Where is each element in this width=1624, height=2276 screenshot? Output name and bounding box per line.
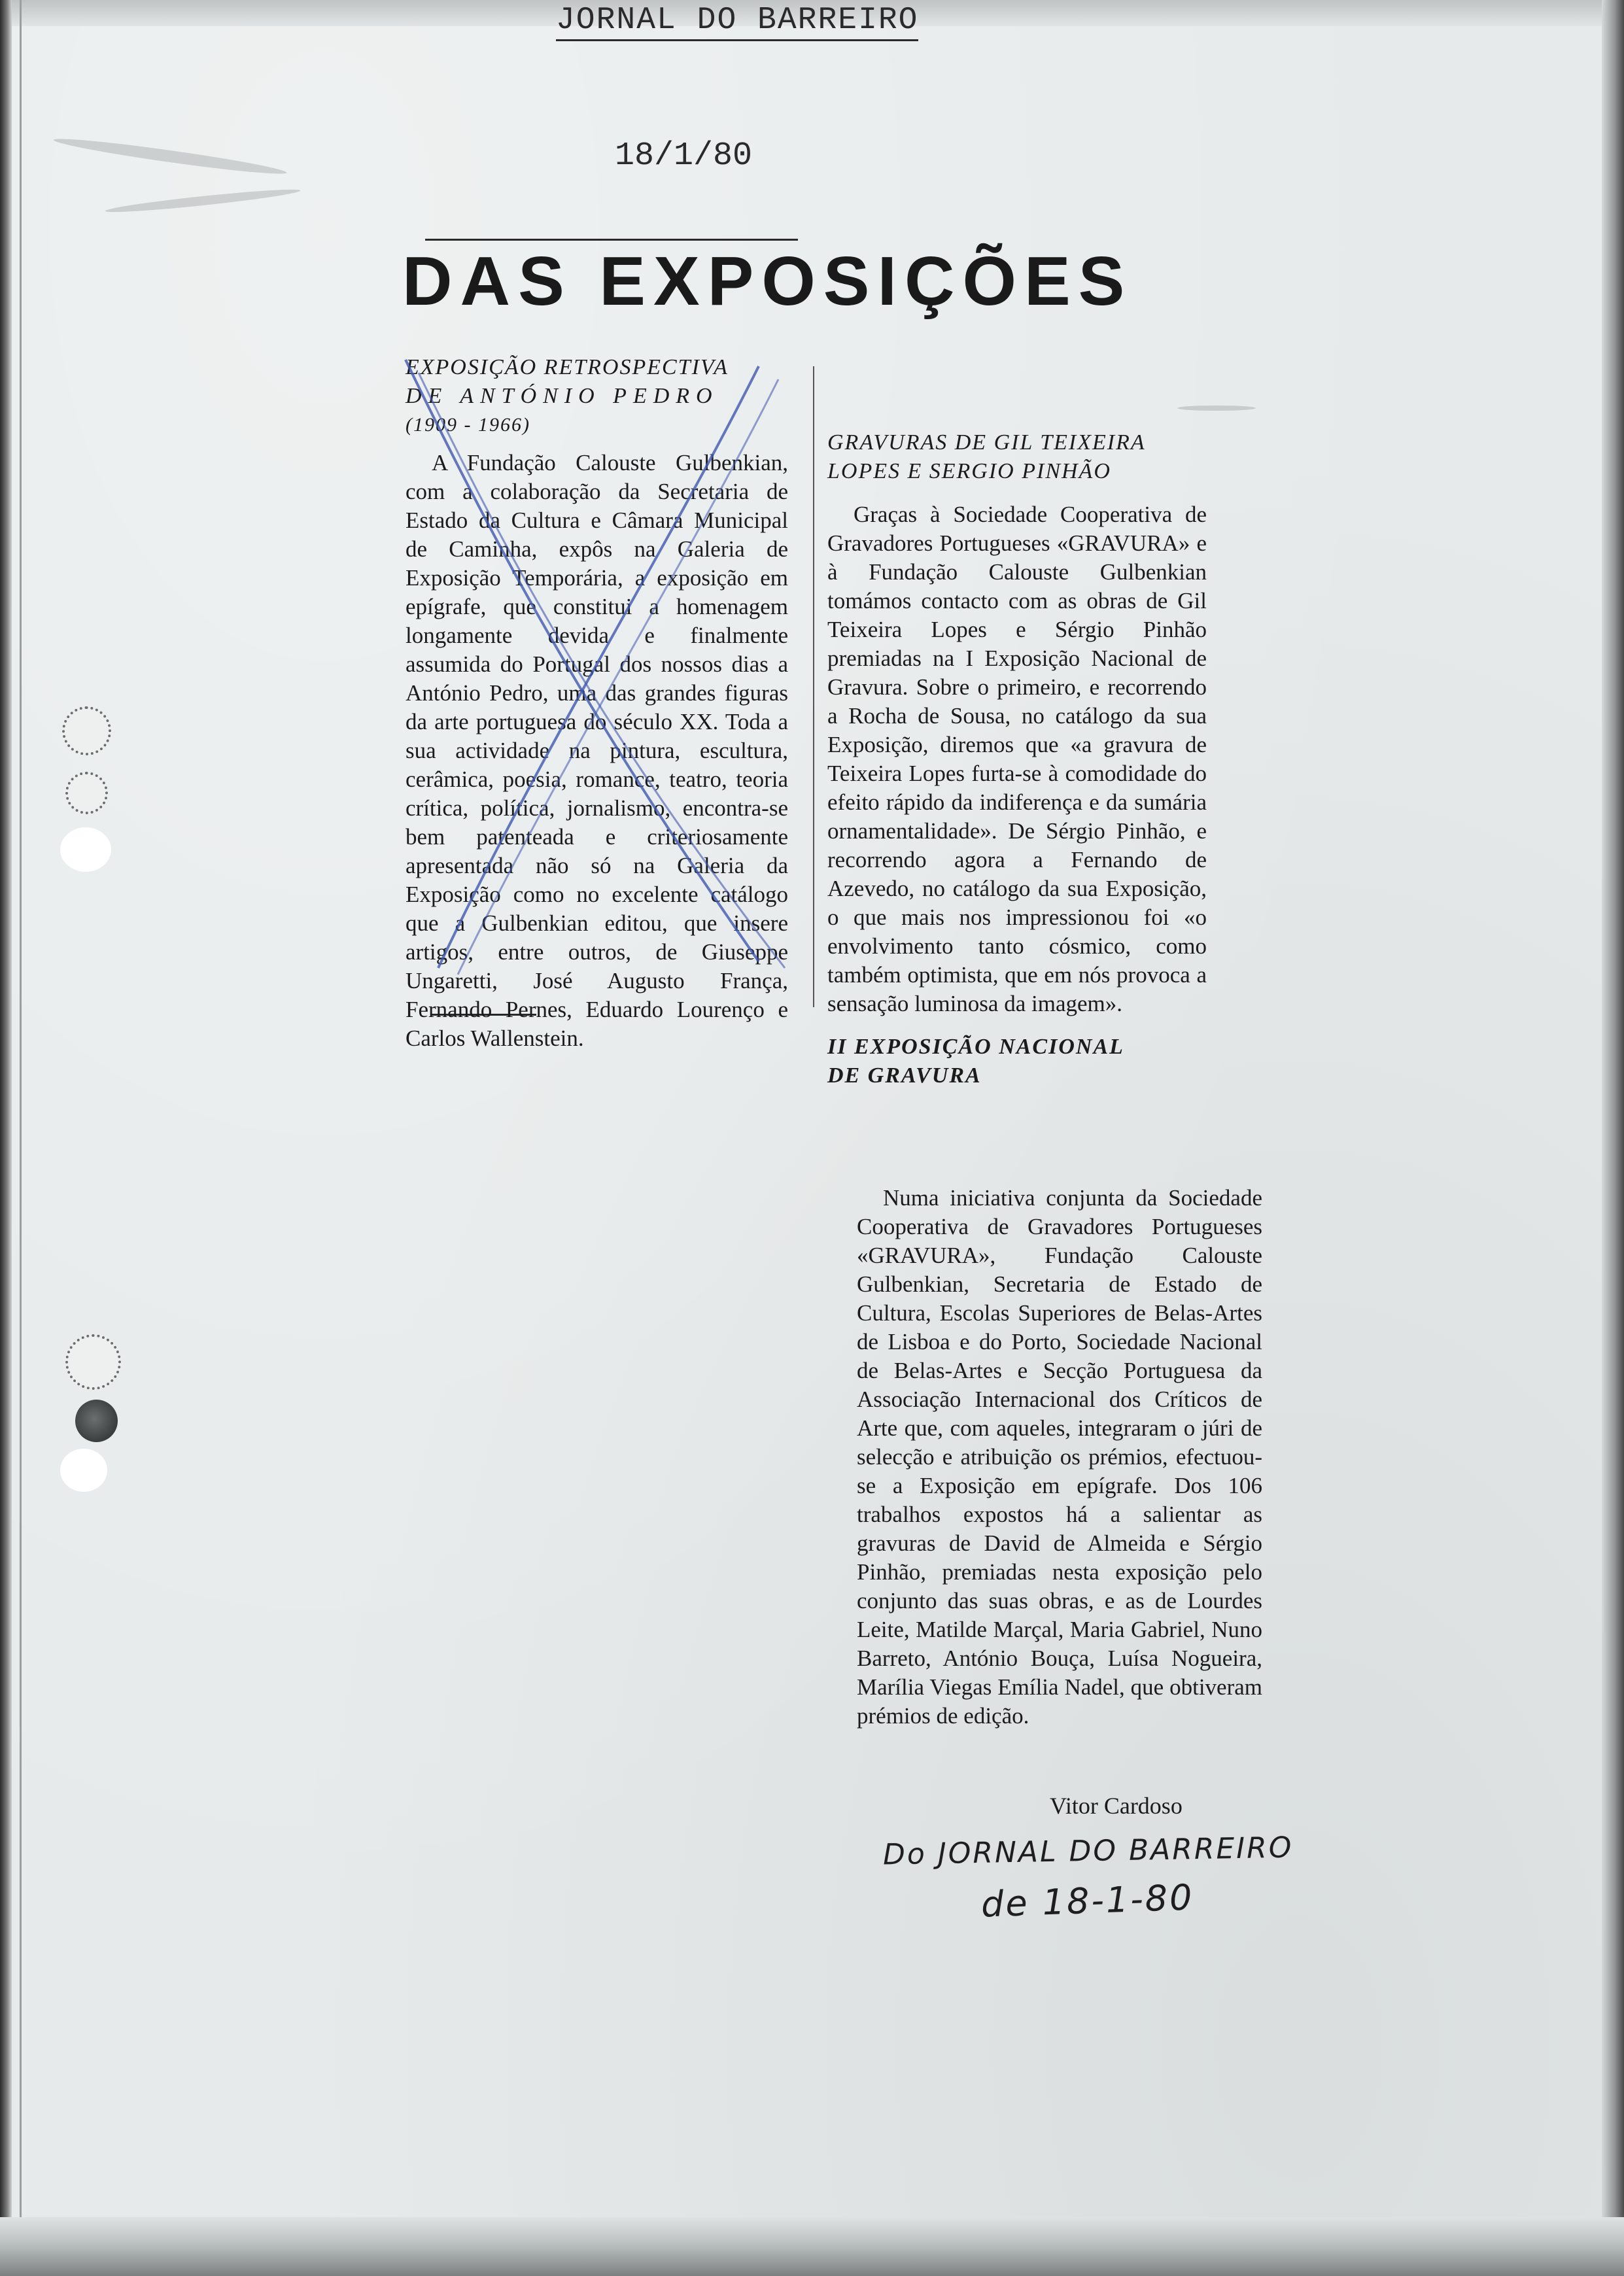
section-subtitle: (1909 - 1966) [406, 414, 530, 436]
copy-smudge [52, 134, 287, 179]
headline: DAS EXPOSIÇÕES [402, 243, 1133, 320]
scan-edge-line [20, 0, 22, 2276]
column-2 [827, 337, 1207, 1090]
article-paragraph: A Fundação Calouste Gulbenkian, com a colaboração da Secretaria de Estado da Cultura e Câmara Municipal de Caminha, expôs na Galeria de Exposição Temporária, a exposição em epígrafe, que constitui a homenagem longamente devida e finalmente assumida do Portugal dos nossos dias a António Pedro, uma das grandes figuras da arte portuguesa do século XX. Toda a sua actividade na pintura, escultura, cerâmica, poesia, romance, teatro, teoria crítica, política, jornalismo, encontra-se bem patenteada e criteriosamente apresentada não só na Galeria da Exposição como no excelente catálogo que a Gulbenkian editou, que insere artigos, entre outros, de Giuseppe Ungaretti, José Augusto França, Fernando Pernes, Eduardo Lourenço e Carlos Wallenstein. [406, 450, 788, 1051]
punch-hole [75, 1400, 118, 1442]
section-title: II EXPOSIÇÃO NACIONAL [827, 1035, 1124, 1059]
handwritten-note: de 18-1-80 [980, 1876, 1195, 1925]
byline: Vitor Cardoso [1050, 1793, 1183, 1819]
column-divider [813, 366, 814, 1007]
punch-hole [65, 1334, 121, 1390]
section-title: DE GRAVURA [827, 1063, 982, 1088]
column-3 [857, 1112, 1262, 1731]
punch-hole [62, 706, 111, 755]
copy-smudge [105, 186, 301, 215]
section-title: LOPES E SERGIO PINHÃO [827, 459, 1111, 483]
article-paragraph: Numa iniciativa conjunta da Sociedade Cooperativa de Gravadores Portugueses «GRAVURA», Fundação Calouste Gulbenkian, Secretaria de Estado de Cultura, Escolas Superiores de Belas-Artes de Lisboa e do Porto, Sociedade Nacional de Belas-Artes e Secção Portuguesa da Associação Internacional dos Críticos de Arte que, com aqueles, integraram o júri de selecção e atribuição os prémios, efectuou-se a Exposição em epígrafe. Dos 106 trabalhos expostos há a salientar as gravuras de David de Almeida e Sérgio Pinhão, premiadas nesta exposição pelo conjunto das suas obras, e as de Lourdes Leite, Matilde Marçal, Maria Gabriel, Nuno Barreto, António Bouça, Luísa Nogueira, Marília Viegas Emília Nadel, que obtiveram prémios de edição. [857, 1185, 1262, 1729]
punch-hole [60, 827, 111, 872]
scan-edge-bottom [0, 2217, 1624, 2276]
headline-top-rule [425, 239, 798, 241]
punch-hole [60, 1449, 107, 1492]
column-1 [406, 353, 788, 1053]
article-paragraph: Graças à Sociedade Cooperativa de Gravadores Portugueses «GRAVURA» e à Fundação Calouste Gulbenkian tomámos contacto com as obras de Gil Teixeira Lopes e Sérgio Pinhão premiadas na I Exposição Nacional de Gravura. Sobre o primeiro, e recorrendo a Rocha de Sousa, no catálogo da sua Exposição, diremos que «a gravura de Teixeira Lopes furta-se à comodidade do efeito rápido da indiferença e da sumária ornamentalidade». De Sérgio Pinhão, e recorrendo agora a Fernando de Azevedo, no catálogo da sua Exposição, o que mais nos impressionou foi «o envolvimento tanto cósmico, como também optimista, que em nós provoca a sensação luminosa da imagem». [827, 502, 1207, 1016]
scan-edge-right [1602, 0, 1624, 2276]
section-title: GRAVURAS DE GIL TEIXEIRA [827, 430, 1146, 455]
section-title: DE ANTÓNIO PEDRO [406, 384, 719, 408]
stamp-date: 18/1/80 [615, 137, 753, 175]
handwritten-note: Do JORNAL DO BARREIRO [882, 1831, 1294, 1872]
source-stamp: JORNAL DO BARREIRO [556, 3, 918, 41]
punch-hole [65, 772, 108, 814]
section-title: EXPOSIÇÃO RETROSPECTIVA [406, 355, 729, 379]
scan-edge-left [0, 0, 12, 2276]
